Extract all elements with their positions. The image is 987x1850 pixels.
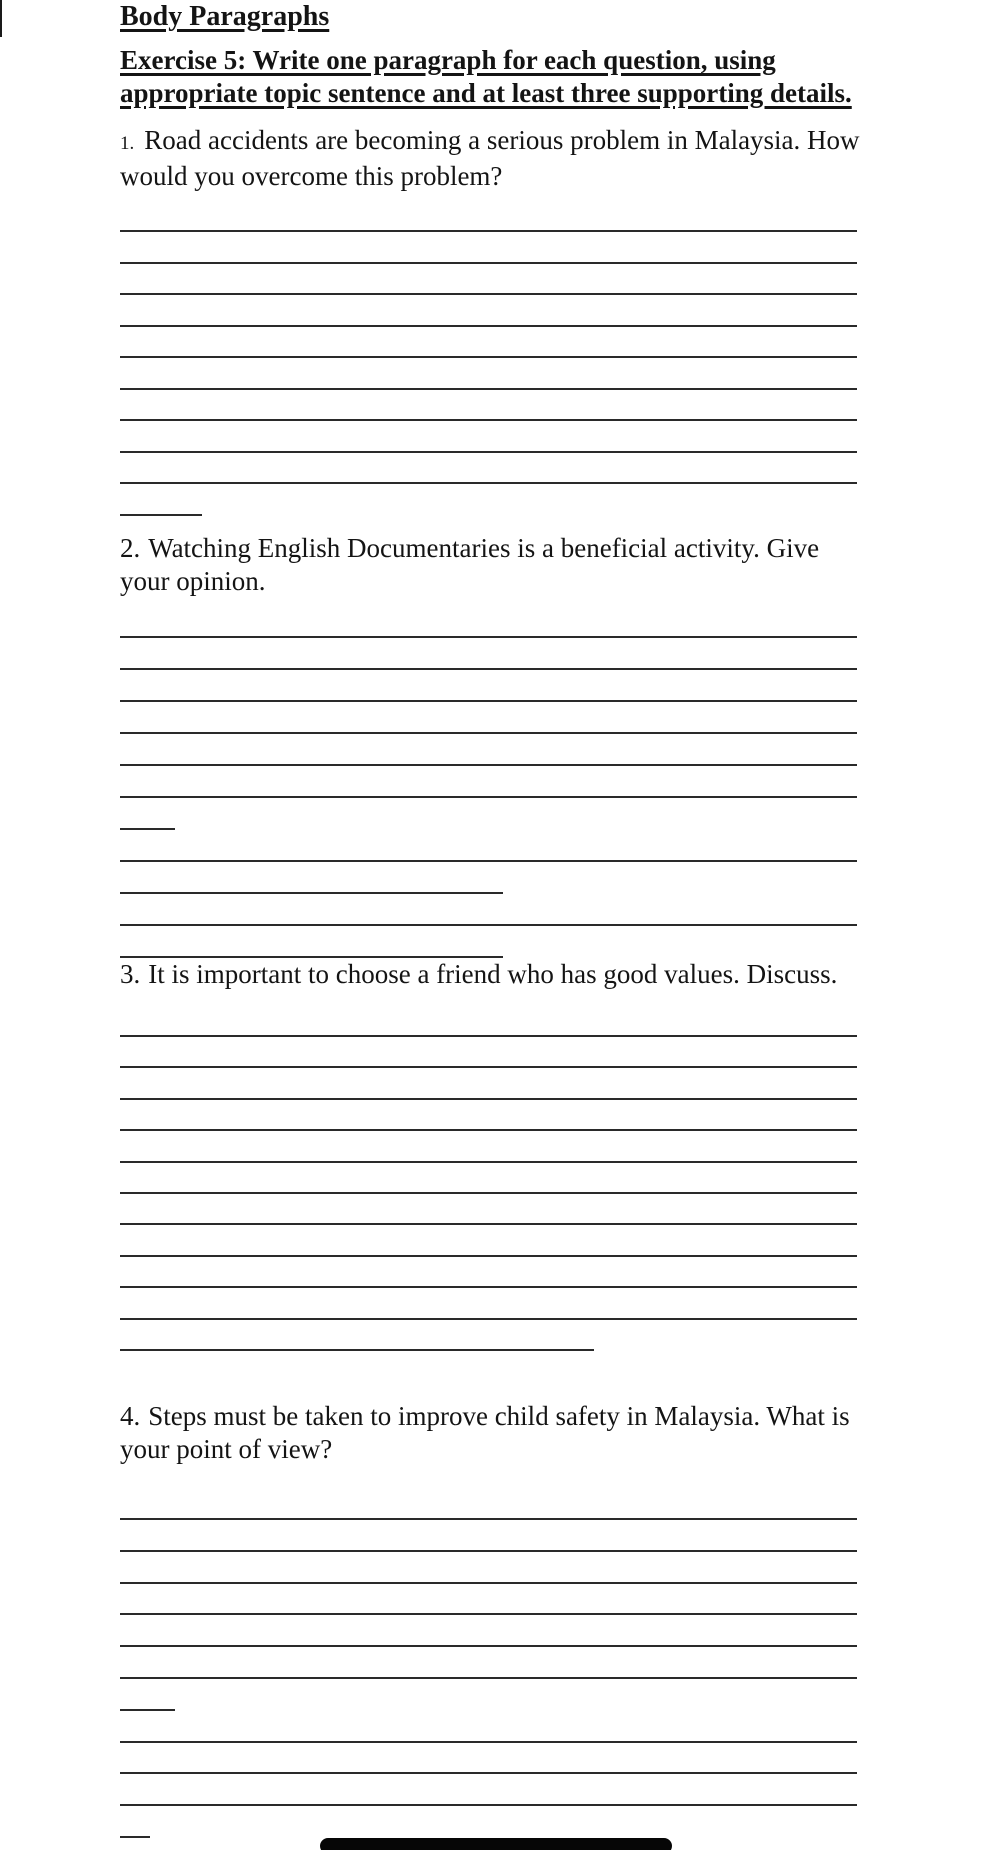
question-1-line1 (120, 124, 860, 160)
answer-line (120, 1286, 857, 1288)
question-2-text: Watching English Documentaries is a beneficial activity. Give (148, 533, 820, 563)
exercise-heading (120, 44, 852, 110)
answer-line (120, 1550, 857, 1552)
answer-line (120, 451, 857, 453)
question-3-line1 (120, 958, 837, 991)
question-4-number: 4. (120, 1401, 141, 1431)
question-2-line1 (120, 532, 819, 565)
question-2-number: 2. (120, 533, 141, 563)
scan-edge-artifact (0, 0, 2, 37)
answer-line (120, 356, 857, 358)
answer-line (120, 1161, 857, 1163)
answer-line (120, 860, 857, 862)
answer-line (120, 1677, 857, 1679)
answer-line (120, 1349, 594, 1351)
answer-line (120, 892, 503, 894)
answer-line (120, 1772, 857, 1774)
question-1 (120, 124, 860, 193)
answer-line (120, 796, 857, 798)
answer-line (120, 764, 857, 766)
answer-line (120, 1035, 857, 1037)
answer-line (120, 636, 857, 638)
question-1-line2: would you overcome this problem? (120, 161, 503, 191)
answer-line (120, 419, 857, 421)
answer-line (120, 732, 857, 734)
answer-line (120, 1223, 857, 1225)
answer-line (120, 1318, 857, 1320)
answer-line (120, 1645, 857, 1647)
answer-line (120, 482, 857, 484)
answer-line (120, 1255, 857, 1257)
question-4-line1 (120, 1400, 850, 1433)
answer-line (120, 1066, 857, 1068)
answer-line (120, 388, 857, 390)
exercise-heading-line2: appropriate topic sentence and at least three supporting details. (120, 78, 852, 108)
page-title: Body Paragraphs (120, 1, 330, 32)
answer-line (120, 1709, 175, 1711)
answer-line (120, 514, 202, 516)
answer-line (120, 1741, 857, 1743)
question-4-text: Steps must be taken to improve child safety in Malaysia. What is (148, 1401, 850, 1431)
answer-line (120, 668, 857, 670)
answer-line (120, 325, 857, 327)
question-3-text: It is important to choose a friend who has good values. Discuss. (148, 959, 838, 989)
answer-line (120, 1518, 857, 1520)
answer-line (120, 828, 175, 830)
answer-line (120, 1098, 857, 1100)
answer-line (120, 956, 503, 958)
answer-line (120, 1836, 150, 1838)
question-4-line2: your point of view? (120, 1434, 333, 1464)
answer-line (120, 262, 857, 264)
question-3-number: 3. (120, 959, 141, 989)
question-2 (120, 532, 819, 598)
answer-line (120, 293, 857, 295)
question-3 (120, 958, 837, 991)
answer-line (120, 700, 857, 702)
question-2-line2: your opinion. (120, 566, 266, 596)
answer-line (120, 1192, 857, 1194)
home-indicator[interactable] (320, 1838, 672, 1850)
answer-line (120, 1613, 857, 1615)
exercise-heading-line1: Exercise 5: Write one paragraph for each question, using (120, 45, 776, 75)
answer-line (120, 1582, 857, 1584)
question-1-number: 1. (120, 133, 135, 154)
question-1-text: Road accidents are becoming a serious problem in Malaysia. How (144, 125, 860, 155)
answer-line (120, 1129, 857, 1131)
question-4 (120, 1400, 850, 1466)
answer-line (120, 1804, 857, 1806)
answer-line (120, 924, 857, 926)
answer-line (120, 230, 857, 232)
